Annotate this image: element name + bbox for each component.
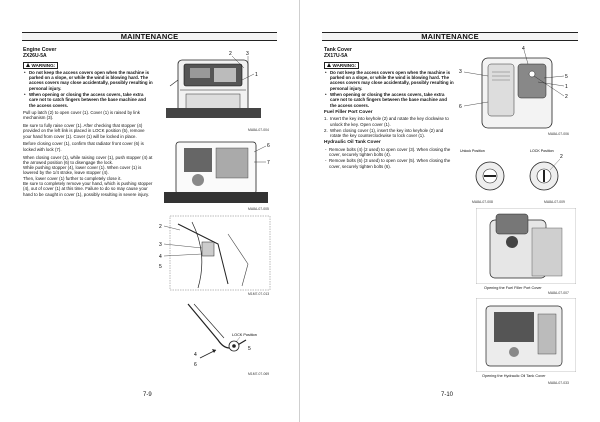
fuel-filler-open-figure [476,208,576,284]
step-item: - Remove bolts (6) (3 used) to open cover (5). When closing the cover, securely tighten bolts (6). [329,158,454,169]
fuel-filler-title: Fuel Filler Port Cover [324,109,373,115]
unlock-label: Unlock Position [460,149,485,153]
paragraph: When closing cover (1), while raising cover (1), push stopper (4) at the arrowed position (6) to disengage the lock. [23,154,153,165]
callout: 4 [194,352,197,358]
figure-code: MA8A-07-004 [248,128,269,132]
callout: 2 [560,154,563,160]
warning-item: • Do not keep the access covers open when the machine is parked on a slope, or while the wind is blowing hard. The access covers may close accidentally, possibly resulting in personal injury. [330,70,454,91]
step-item: 1. Insert the key into keyhole (2) and rotate the key clockwise to unlock the key. Open cover (1). [324,116,449,127]
paragraph: Be sure to completely remove your hand, which is pushing stopper (4), out of cover (1) at this time. Failure to do so may cause your hand to be caught in cover (1), possibly resulting in severe injury. [23,181,153,197]
lock-position-label: LOCK Position [232,333,257,337]
model-zx17u: ZX17U-5A [324,53,348,60]
keyhole-lock-figure [516,144,576,200]
paragraph: Before closing cover (1), confirm that radiator front cover (6) is locked with lock (7). [23,141,144,152]
callout: 7 [267,160,270,166]
page-number: 7-9 [143,392,152,398]
link-mechanism-figure [158,214,276,292]
paragraph: Then, lower cover (1) further to completely close it. [23,175,122,181]
warning-item: • When opening or closing the access covers, take extra care not to catch fingers between the base machine and the access covers. [330,92,454,108]
callout: 5 [248,346,251,352]
callout: 4 [159,254,162,260]
callout: 2 [565,94,568,100]
figure-code: MA8A-07-008 [472,200,493,204]
hydraulic-caption: Opening the Hydraulic Oil Tank Cover [482,374,546,378]
paragraph: While pushing stopper (4), lower cover (1). When cover (1) is lowered by the 1/4 stroke, leave stopper (4). [23,165,142,176]
warning-list [23,70,153,108]
callout: 2 [229,51,232,57]
callout: 6 [267,143,270,149]
figure-code: MA8A-07-033 [548,381,569,385]
callout: 6 [459,104,462,110]
figure-code: MA8A-07-007 [548,291,569,295]
warning-label: WARNING: [23,62,58,69]
warning-item: • When opening or closing the access covers, take extra care not to catch fingers between the base machine and the access covers. [29,92,153,108]
tank-cover-figure [458,46,576,132]
fuel-caption: Opening the Fuel Filler Port Cover [484,286,542,290]
figure-code: MA8A-07-009 [544,200,565,204]
callout: 3 [246,51,249,57]
callout: 5 [565,74,568,80]
right-page [300,0,600,422]
hydraulic-tank-title: Hydraulic Oil Tank Cover [324,140,381,146]
right-text-column [324,48,454,170]
figure-code: MA8A-07-005 [248,207,269,211]
warning-item: • Do not keep the access covers open when the machine is parked on a slope, or while the wind is blowing hard. The access covers may close accidentally, possibly resulting in personal injury. [29,70,153,91]
engine-cover-title: Engine Cover [23,47,57,53]
callout: 2 [159,224,162,230]
warning-label: WARNING: [324,62,359,69]
figure-code: MA8A-07-006 [548,132,569,136]
page-number: 7-10 [441,392,454,398]
warning-icon [26,63,30,67]
left-header: MAINTENANCE [22,32,277,41]
stopper-lock-figure [158,300,276,372]
engine-compartment-figure [158,134,276,208]
step-item: 2. When closing cover (1), insert the key into keyhole (2) and rotate the key counterclockwise to lock cover (1). [324,127,444,139]
callout: 3 [159,242,162,248]
callout: 1 [565,84,568,90]
left-text-column [23,48,153,199]
engine-cover-open-figure [158,50,276,130]
callout: 5 [159,264,162,270]
tank-cover-title: Tank Cover [324,47,352,53]
callout: 4 [522,46,525,52]
figure-code: M1M7-07-069 [248,372,270,376]
right-header: MAINTENANCE [322,32,578,41]
warning-icon [327,63,331,67]
fuel-steps [324,116,454,138]
hydraulic-tank-open-figure [476,298,576,372]
warning-list [324,70,454,108]
paragraph: Be sure to fully raise cover (1). After checking that stopper (4) provided on the left link is placed in LOCK position (5), remove your hand from cover (1). Cover (1) will be locked in place. [23,123,145,139]
hydraulic-steps [324,147,454,169]
lock-label: LOCK Position [530,149,554,153]
paragraph: Pull up latch (2) to open cover (1). Cover (1) is raised by link mechanism (3). [23,109,140,121]
step-item: - Remove bolts (4) (2 used) to open cover (3). When closing the cover, securely tighten bolts (4). [329,147,454,158]
callout: 1 [255,72,258,78]
callout: 3 [459,69,462,75]
keyhole-unlock-figure [458,144,514,200]
model-zx26u: ZX26U-5A [23,53,47,60]
callout: 6 [194,362,197,368]
figure-code: M1M7-07-013 [248,292,270,296]
